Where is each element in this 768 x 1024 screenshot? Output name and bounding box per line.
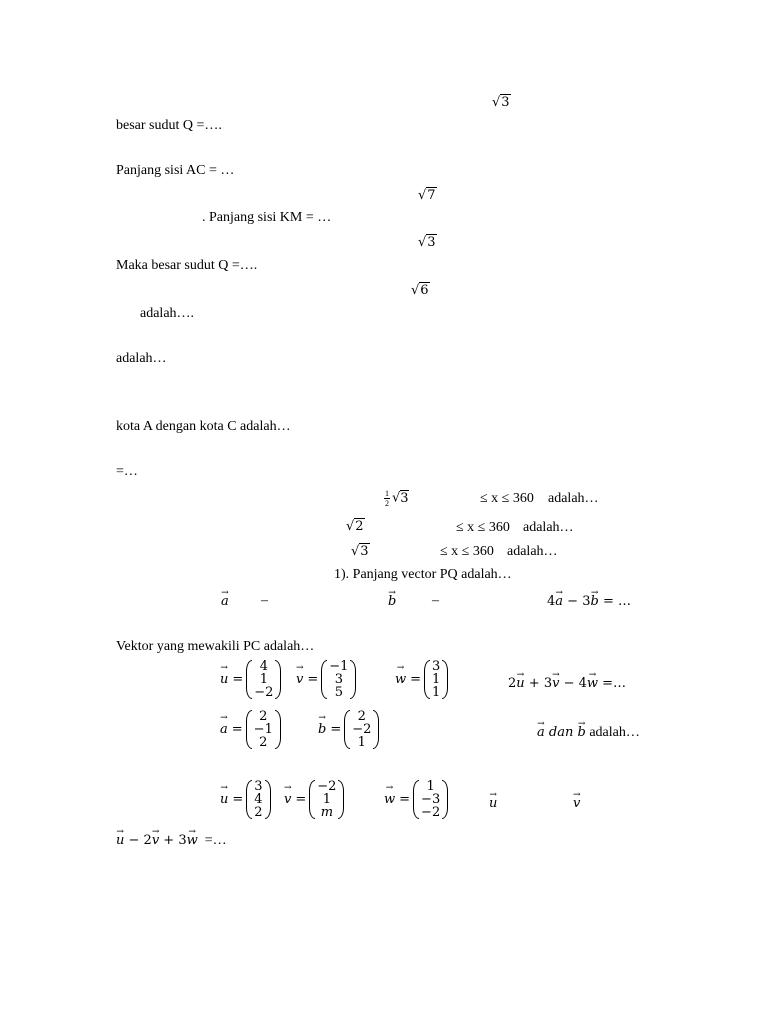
vector-a-definition: → a = 2 −1 2: [220, 710, 281, 749]
vector-w-definition: → w = 1 −3 −2: [384, 780, 448, 819]
radicand: 2: [355, 519, 364, 534]
dash: –: [432, 593, 439, 608]
half-sqrt-expression: $\frac{1}{2}$ √3: [385, 489, 409, 508]
vector-v: → v: [573, 796, 580, 812]
sqrt-expression: √3: [351, 544, 369, 559]
vector-b-definition: → b = 2 −2 1: [318, 710, 379, 749]
vector-a: → a: [221, 594, 229, 610]
question-text: Maka besar sudut Q =….: [116, 258, 258, 273]
question-text: adalah…: [116, 351, 167, 366]
question-text: adalah…: [507, 544, 558, 559]
column-vector: 2 −2 1: [352, 709, 372, 750]
question-text: adalah…: [523, 520, 574, 535]
range-text: ≤ x ≤ 360: [480, 491, 534, 506]
question-text: adalah….: [140, 306, 195, 321]
vector-b: → b: [388, 594, 396, 610]
sqrt-expression: √2: [346, 519, 364, 534]
question-text: Panjang sisi AC = …: [116, 163, 235, 178]
column-vector: 1 −3 −2: [421, 779, 441, 820]
sqrt-expression: √7: [418, 188, 436, 203]
column-vector: 3 4 2: [254, 779, 263, 820]
question-text: 1). Panjang vector PQ adalah…: [334, 567, 512, 582]
radicand: 3: [501, 95, 510, 110]
vector-u-definition: → u = 3 4 2: [220, 780, 271, 819]
radicand: 7: [427, 188, 436, 203]
column-vector: −1 3 5: [329, 659, 349, 700]
sqrt-expression: √3: [418, 235, 436, 250]
radicand: 3: [427, 235, 436, 250]
question-text: kota A dengan kota C adalah…: [116, 419, 291, 434]
radicand: 6: [420, 283, 429, 298]
question-text: =…: [116, 464, 138, 479]
vector-expression: 4→ a − 3→ b = …: [547, 594, 631, 610]
column-vector: 2 −1 2: [253, 709, 273, 750]
column-vector: 3 1 1: [432, 659, 441, 700]
column-vector: −2 1 m: [317, 779, 337, 820]
sqrt-expression: √6: [411, 283, 429, 298]
vector-expression: → u − 2→ v + 3→ w =…: [116, 833, 227, 849]
range-text: ≤ x ≤ 360: [440, 544, 494, 559]
question-text: besar sudut Q =….: [116, 118, 222, 133]
vector-expression: 2→ u + 3→ v − 4→ w =…: [508, 676, 626, 692]
dash: –: [261, 593, 268, 608]
question-text: adalah…: [548, 491, 599, 506]
radicand: 3: [360, 544, 369, 559]
vector-w-definition: → w = 3 1 1: [395, 660, 448, 699]
vector-v-definition: → v = −2 1 m: [284, 780, 344, 819]
range-text: ≤ x ≤ 360: [456, 520, 510, 535]
question-text: . Panjang sisi KM = …: [202, 210, 332, 225]
vector-v-definition: → v = −1 3 5: [296, 660, 356, 699]
sqrt-expression: √3: [492, 95, 510, 110]
column-vector: 4 1 −2: [254, 659, 274, 700]
vector-expression: → a dan → b adalah…: [537, 725, 640, 741]
vector-u: → u: [489, 796, 497, 812]
vector-u-definition: → u = 4 1 −2: [220, 660, 281, 699]
question-text: Vektor yang mewakili PC adalah…: [116, 639, 315, 654]
